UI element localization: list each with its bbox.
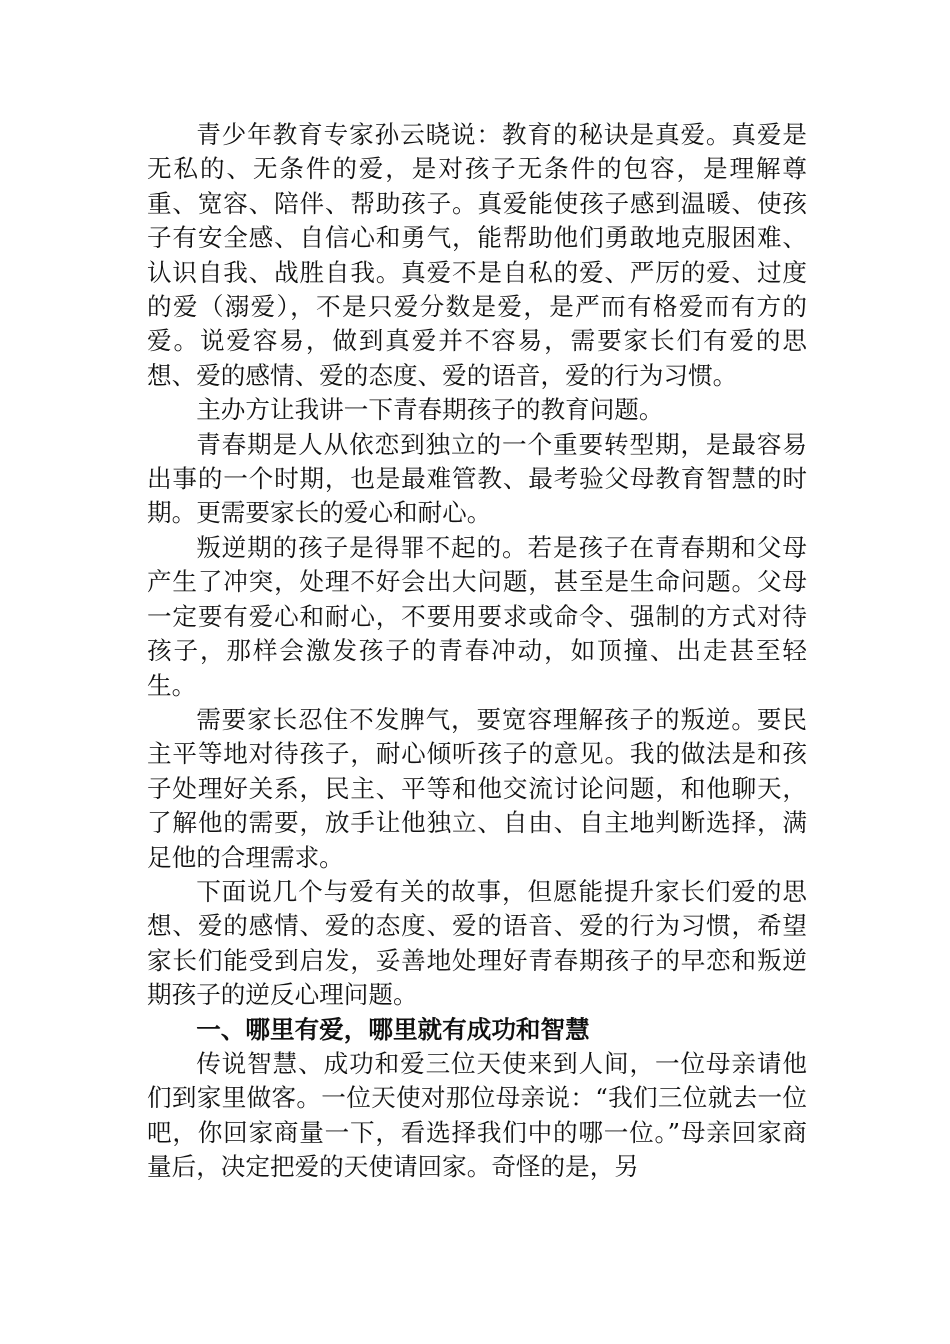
paragraph-adolescence: 青春期是人从依恋到独立的一个重要转型期，是最容易出事的一个时期，也是最难管教、最考验父母教育智慧的时期。更需要家长的爱心和耐心。 (147, 429, 807, 528)
paragraph-rebellion: 叛逆期的孩子是得罪不起的。若是孩子在青春期和父母产生了冲突，处理不好会出大问题，甚至是生命问题。父母一定要有爱心和耐心，不要用要求或命令、强制的方式对待孩子，那样会激发孩子的青春冲动，如顶撞、出走甚至轻生。 (147, 532, 807, 700)
paragraph-true-love: 青少年教育专家孙云晓说：教育的秘诀是真爱。真爱是无私的、无条件的爱，是对孩子无条件的包容，是理解尊重、宽容、陪伴、帮助孩子。真爱能使孩子感到温暖、使孩子有安全感、自信心和勇气，能帮助他们勇敢地克服困难、认识自我、战胜自我。真爱不是自私的爱、严厉的爱、过度的爱（溺爱），不是只爱分数是爱，是严而有格爱而有方的爱。说爱容易，做到真爱并不容易，需要家长们有爱的思想、爱的感情、爱的态度、爱的语音，爱的行为习惯。 (147, 120, 807, 390)
paragraph-parent-approach: 需要家长忍住不发脾气，要宽容理解孩子的叛逆。要民主平等地对待孩子，耐心倾听孩子的意见。我的做法是和孩子处理好关系，民主、平等和他交流讨论问题，和他聊天，了解他的需要，放手让他独立、自由、自主地判断选择，满足他的合理需求。 (147, 704, 807, 872)
paragraph-topic-intro: 主办方让我讲一下青春期孩子的教育问题。 (196, 395, 664, 425)
paragraph-stories-intro: 下面说几个与爱有关的故事，但愿能提升家长们爱的思想、爱的感情、爱的态度、爱的语音、爱的行为习惯，希望家长们能受到启发，妥善地处理好青春期孩子的早恋和叛逆期孩子的逆反心理问题。 (147, 876, 807, 1010)
paragraph-angel-story: 传说智慧、成功和爱三位天使来到人间，一位母亲请他们到家里做客。一位天使对那位母亲说：“我们三位就去一位吧，你回家商量一下，看选择我们中的哪一位。”母亲回家商量后，决定把爱的天使请回家。奇怪的是，另 (147, 1048, 807, 1182)
document-page (147, 118, 807, 1185)
section-heading: 一、哪里有爱，哪里就有成功和智慧 (196, 1014, 590, 1044)
